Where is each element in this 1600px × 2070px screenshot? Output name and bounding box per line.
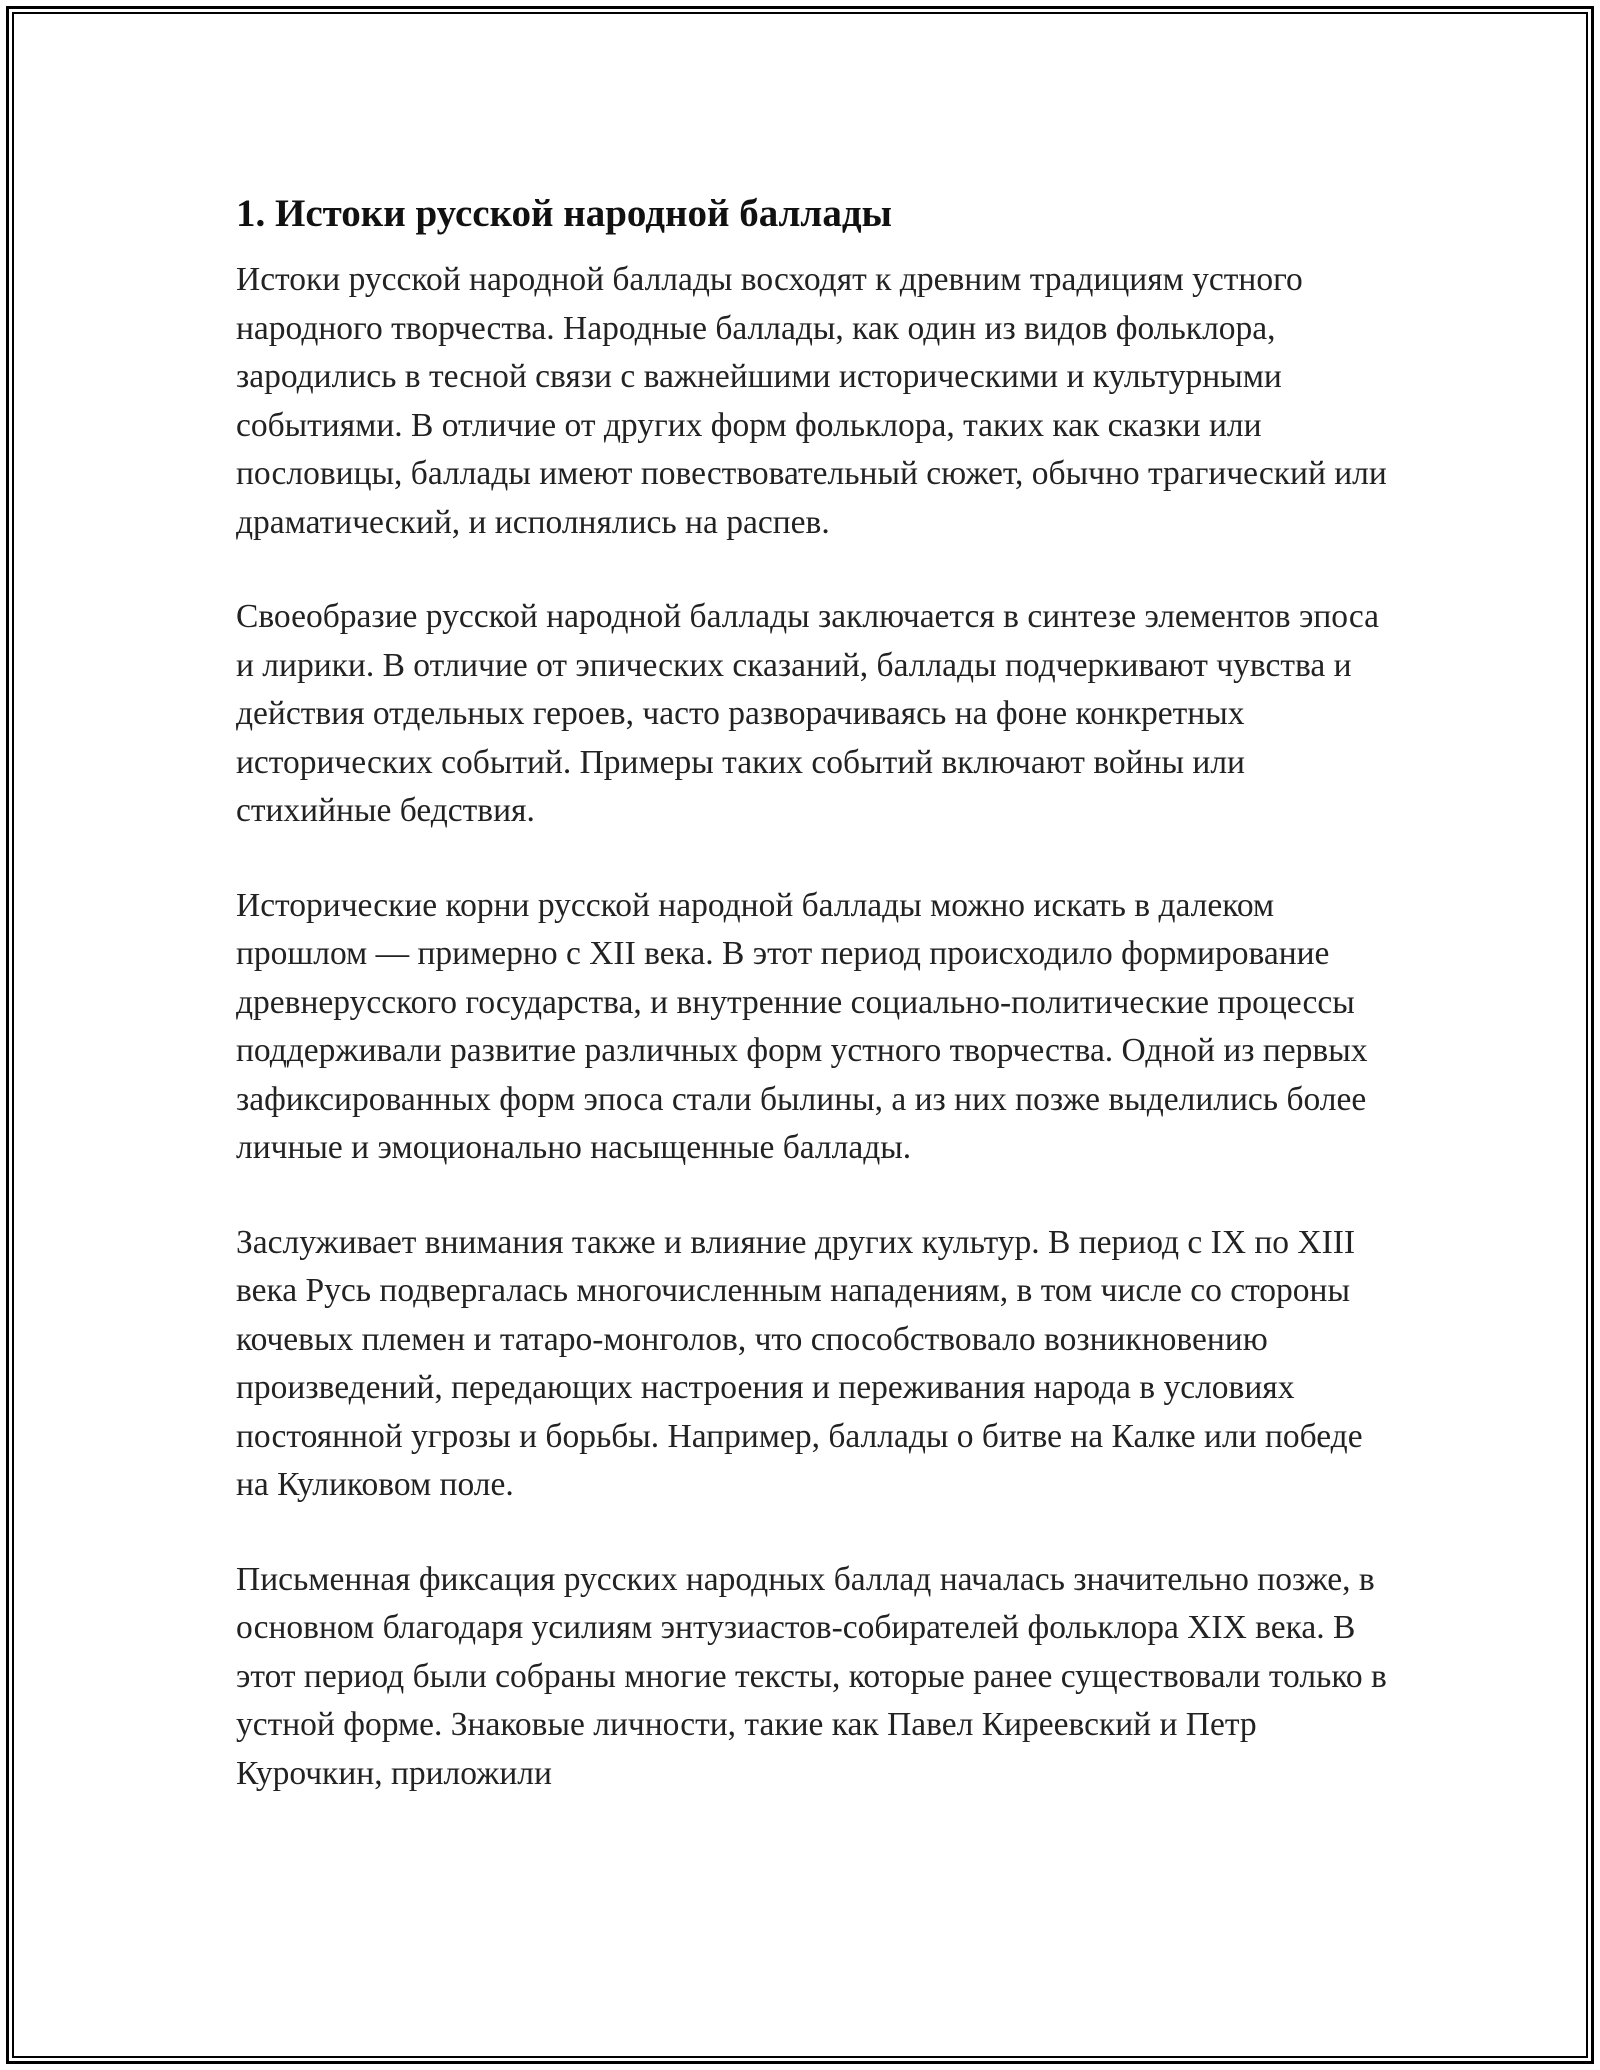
section-heading: 1. Истоки русской народной баллады <box>236 192 892 235</box>
document-body <box>236 186 1396 1844</box>
paragraph: Исторические корни русской народной баллады можно искать в далеком прошлом — примерно с XII века. В этот период происходило формирование древнерусского государства, и внутренние социально-политические процессы поддерживали развитие различных форм устного творчества. Одной из первых зафиксированных форм эпоса стали былины, а из них позже выделились более личные и эмоционально насыщенные баллады. <box>236 886 1368 1166</box>
paragraph: Письменная фиксация русских народных баллад началась значительно позже, в основном благодаря усилиям энтузиастов-собирателей фольклора XIX века. В этот период были собраны многие тексты, которые ранее существовали только в устной форме. Знаковые личности, такие как Павел Киреевский и Петр Курочкин, приложили <box>236 1560 1387 1792</box>
paragraph: Истоки русской народной баллады восходят к древним традициям устного народного творчества. Народные баллады, как один из видов фольклора, зародились в тесной связи с важнейшими историческими и культурными событиями. В отличие от других форм фольклора, таких как сказки или пословицы, баллады имеют повествовательный сюжет, обычно трагический или драматический, и исполнялись на распев. <box>236 261 1387 541</box>
paragraph: Заслуживает внимания также и влияние других культур. В период с IX по XIII века Русь подвергалась многочисленным нападениям, в том числе со стороны кочевых племен и татаро-монголов, что способствовало возникновению произведений, передающих настроения и переживания народа в условиях постоянной угрозы и борьбы. Например, баллады о битве на Калке или победе на Куликовом поле. <box>236 1223 1363 1503</box>
paragraph: Своеобразие русской народной баллады заключается в синтезе элементов эпоса и лирики. В отличие от эпических сказаний, баллады подчеркивают чувства и действия отдельных героев, часто разворачиваясь на фоне конкретных исторических событий. Примеры таких событий включают войны или стихийные бедствия. <box>236 598 1379 829</box>
